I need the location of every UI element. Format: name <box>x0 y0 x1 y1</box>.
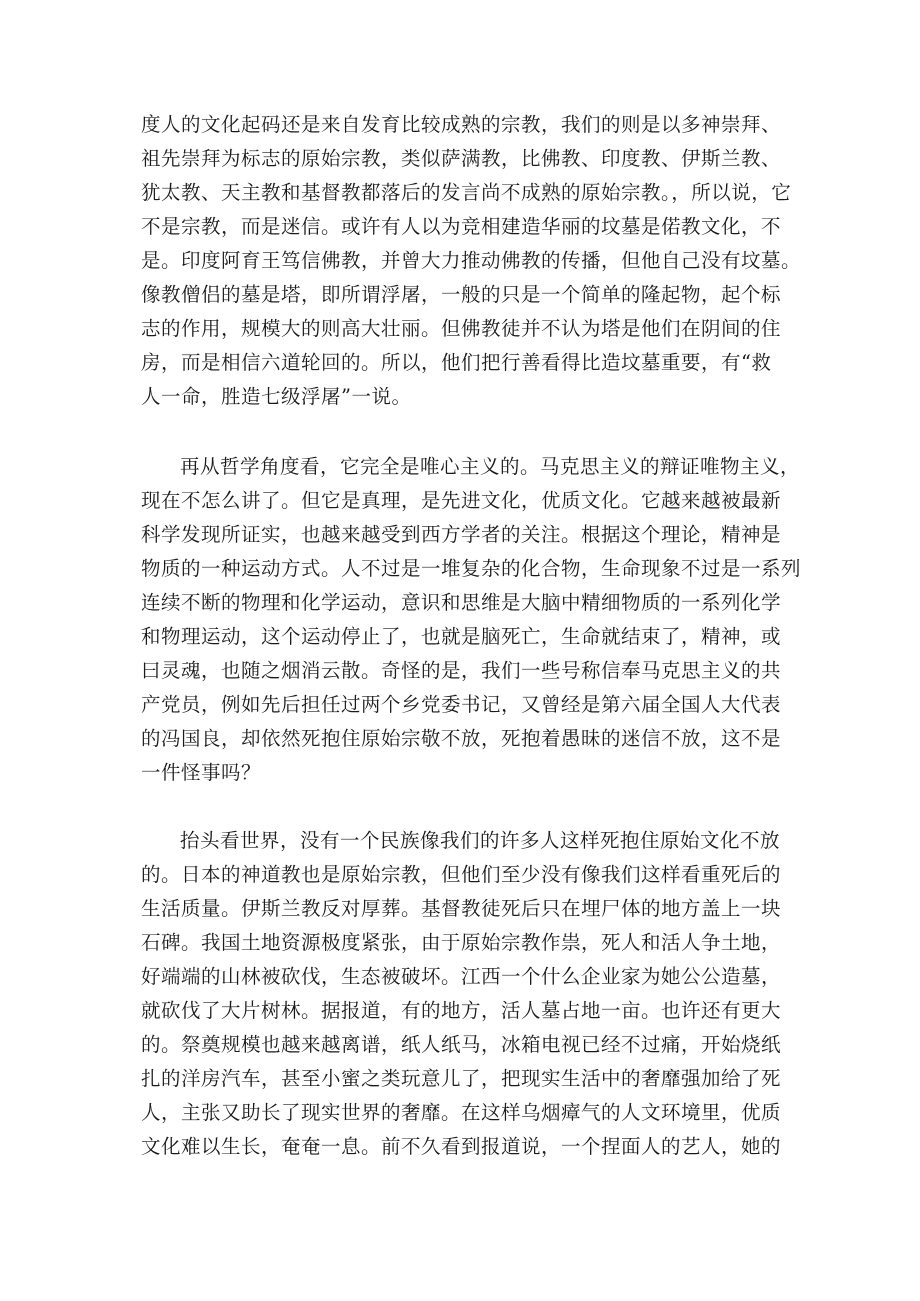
text-line: 就砍伐了大片树林。据报道，有的地方，活人墓占地一亩。也许还有更大 <box>141 999 782 1022</box>
text-line: 一件怪事吗？ <box>141 761 262 784</box>
text-line: 人，主张又助长了现实世界的奢靡。在这样乌烟瘴气的人文环境里，优质 <box>141 1101 782 1124</box>
text-line: 和物理运动，这个运动停止了，也就是脑死亡，生命就结束了，精神，或 <box>141 625 782 648</box>
text-line: 产党员，例如先后担任过两个乡党委书记，又曾经是第六届全国人大代表 <box>141 693 782 716</box>
text-line: 人一命，胜造七级浮屠”一说。 <box>141 385 412 408</box>
text-line: 祖先崇拜为标志的原始宗教，类似萨满教，比佛教、印度教、伊斯兰教、 <box>141 147 782 170</box>
text-line: 扎的洋房汽车，甚至小蜜之类玩意儿了，把现实生活中的奢靡强加给了死 <box>141 1067 782 1090</box>
text-line: 的冯国良，却依然死抱住原始宗敬不放，死抱着愚昧的迷信不放，这不是 <box>141 727 782 750</box>
text-line: 的。祭奠规模也越来越离谱，纸人纸马，冰箱电视已经不过痛，开始烧纸 <box>141 1033 782 1056</box>
paragraph-2 <box>141 450 801 790</box>
paragraph-1 <box>141 108 801 414</box>
text-line-first-indent: 再从哲学角度看，它完全是唯心主义的。马克思主义的辩证唯物主义， <box>180 455 801 478</box>
text-line: 志的作用，规模大的则高大壮丽。但佛教徒并不认为塔是他们在阴间的住 <box>141 317 782 340</box>
text-line: 物质的一种运动方式。人不过是一堆复杂的化合物，生命现象不过是一系列 <box>141 557 802 580</box>
text-line: 连续不断的物理和化学运动，意识和思维是大脑中精细物质的一系列化学 <box>141 591 782 614</box>
text-line: 科学发现所证实，也越来越受到西方学者的关注。根据这个理论，精神是 <box>141 523 782 546</box>
text-line: 犹太教、天主教和基督教都落后的发言尚不成熟的原始宗教。，所以说，它 <box>141 181 792 204</box>
text-line: 文化难以生长，奄奄一息。前不久看到报道说，一个捏面人的艺人，她的 <box>141 1135 782 1158</box>
text-line: 好端端的山林被砍伐，生态被破坏。江西一个什么企业家为她公公造墓， <box>141 965 782 988</box>
text-line: 房，而是相信六道轮回的。所以，他们把行善看得比造坟墓重要，有“救 <box>141 351 772 374</box>
text-line: 是。印度阿育王笃信佛教，并曾大力推动佛教的传播，但他自己没有坟墓。 <box>141 249 802 272</box>
text-line: 度人的文化起码还是来自发育比较成熟的宗教，我们的则是以多神崇拜、 <box>141 113 782 136</box>
text-line: 不是宗教，而是迷信。或许有人以为竞相建造华丽的坟墓是偌教文化，不 <box>141 215 782 238</box>
text-line: 曰灵魂，也随之烟消云散。奇怪的是，我们一些号称信奉马克思主义的共 <box>141 659 782 682</box>
paragraph-3 <box>141 824 801 1164</box>
text-line: 现在不怎么讲了。但它是真理，是先进文化，优质文化。它越来越被最新 <box>141 489 782 512</box>
text-line: 石碑。我国土地资源极度紧张，由于原始宗教作祟，死人和活人争土地， <box>141 931 782 954</box>
text-line: 的。日本的神道教也是原始宗教，但他们至少没有像我们这样看重死后的 <box>141 863 782 886</box>
text-line-first-indent: 抬头看世界，没有一个民族像我们的许多人这样死抱住原始文化不放 <box>180 829 781 852</box>
text-line: 像教僧侣的墓是塔，即所谓浮屠，一般的只是一个简单的隆起物，起个标 <box>141 283 782 306</box>
text-line: 生活质量。伊斯兰教反对厚葬。基督教徒死后只在埋尸体的地方盖上一块 <box>141 897 782 920</box>
